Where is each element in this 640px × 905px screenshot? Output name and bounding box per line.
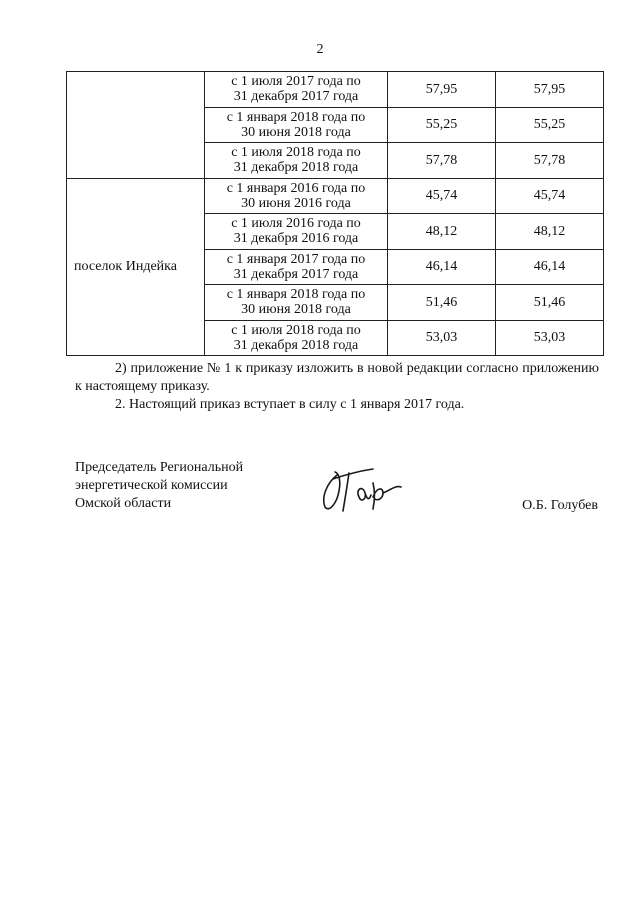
value-cell: 48,12 (496, 214, 604, 250)
period-cell (205, 143, 388, 179)
page-number: 2 (316, 42, 324, 57)
value-cell: 57,95 (388, 72, 496, 108)
period-start-text: с 1 января 2018 года по (226, 287, 366, 303)
period-cell (205, 214, 388, 250)
value-cell: 53,03 (496, 320, 604, 356)
value-cell: 53,03 (388, 320, 496, 356)
handwritten-signature (315, 457, 415, 517)
amendment-paragraph: 2) приложение № 1 к приказу изложить в новой редакции согласно приложению к настоящему приказу. (75, 361, 599, 394)
period-end-text: 30 июня 2016 года (241, 195, 351, 211)
value-cell: 55,25 (388, 107, 496, 143)
period-end-text: 31 декабря 2018 года (233, 337, 359, 353)
period-cell (205, 320, 388, 356)
period-cell (205, 249, 388, 285)
value-cell: 55,25 (496, 107, 604, 143)
period-end-text: 30 июня 2018 года (241, 124, 351, 140)
period-start-text: с 1 июля 2018 года по (231, 322, 361, 338)
period-cell (205, 72, 388, 108)
table-row (67, 178, 604, 214)
value-cell: 45,74 (496, 178, 604, 214)
location-cell-previous (67, 72, 205, 179)
signatory-line: Председатель Региональной (75, 460, 244, 475)
value-cell: 57,78 (388, 143, 496, 179)
signatory-line: Омской области (75, 496, 172, 511)
tariff-table (66, 71, 604, 356)
effective-date-paragraph: 2. Настоящий приказ вступает в силу с 1 января 2017 года. (115, 397, 465, 412)
value-cell: 46,14 (496, 249, 604, 285)
period-start-text: с 1 января 2018 года по (226, 109, 366, 125)
signatory-title (75, 459, 243, 513)
period-cell (205, 107, 388, 143)
period-end-text: 31 декабря 2017 года (233, 266, 359, 282)
table-row (67, 72, 604, 108)
value-cell: 48,12 (388, 214, 496, 250)
location-cell: поселок Индейка (67, 178, 205, 356)
value-cell: 51,46 (496, 285, 604, 321)
value-cell: 51,46 (388, 285, 496, 321)
period-start-text: с 1 июля 2016 года по (231, 216, 361, 232)
period-cell (205, 285, 388, 321)
period-start-text: с 1 января 2016 года по (226, 180, 366, 196)
value-cell: 57,78 (496, 143, 604, 179)
period-end-text: 31 декабря 2016 года (233, 231, 359, 247)
value-cell: 46,14 (388, 249, 496, 285)
period-start-text: с 1 июля 2018 года по (231, 145, 361, 161)
value-cell: 57,95 (496, 72, 604, 108)
period-end-text: 30 июня 2018 года (241, 302, 351, 318)
period-start-text: с 1 июля 2017 года по (231, 74, 361, 90)
period-cell (205, 178, 388, 214)
period-start-text: с 1 января 2017 года по (226, 251, 366, 267)
period-end-text: 31 декабря 2018 года (233, 160, 359, 176)
signer-name: О.Б. Голубев (522, 498, 598, 513)
period-end-text: 31 декабря 2017 года (233, 89, 359, 105)
value-cell: 45,74 (388, 178, 496, 214)
signatory-line: энергетической комиссии (75, 478, 228, 493)
